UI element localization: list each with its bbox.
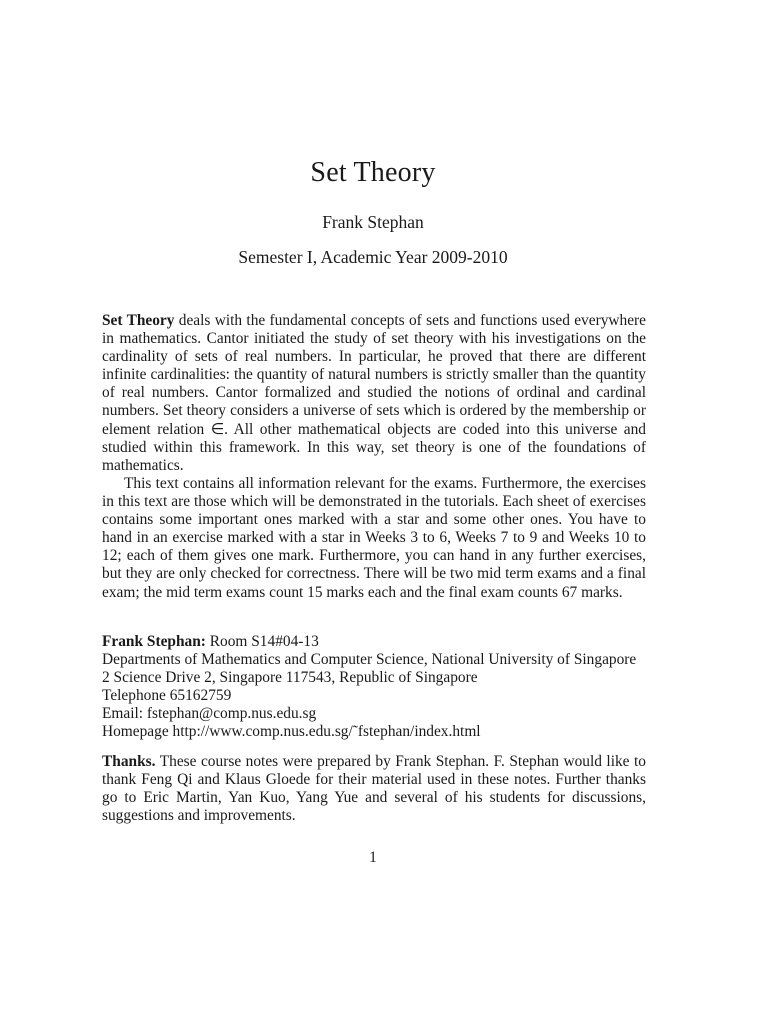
contact-room: Room S14#04-13 xyxy=(205,633,319,650)
intro-paragraph-1-text: deals with the fundamental concepts of sets and functions used everywhere in mathematics. Cantor initiated the study of set theory with his investigations on the cardinality of sets of real numbers. In particular, he proved that there are different infinite cardinalities: the quantity of natural numbers is strictly smaller than the quantity of real numbers. Cantor formalized and studied the notions of ordinal and cardinal numbers. Set theory considers a universe of sets which is ordered by the membership or element relation ∈. All other mathematical objects are coded into this universe and studied within this framework. In this way, set theory is one of the foundations of mathematics. xyxy=(102,312,646,474)
contact-email: Email: fstephan@comp.nus.edu.sg xyxy=(102,705,317,723)
page-number: 1 xyxy=(369,849,377,866)
thanks-paragraph xyxy=(102,753,646,825)
contact-department: Departments of Mathematics and Computer Science, National University of Singapore xyxy=(102,651,637,669)
contact-block xyxy=(102,633,646,742)
document-title: Set Theory xyxy=(310,157,436,188)
thanks-text: These course notes were prepared by Frank Stephan. F. Stephan would like to thank Feng Qi and Klaus Gloede for their material used in these notes. Further thanks go to Eric Martin, Yan Kuo, Yang Yue and several of his students for discussions, suggestions and improvements. xyxy=(102,753,646,825)
intro-lead-term: Set Theory xyxy=(102,312,175,329)
document-author: Frank Stephan xyxy=(322,212,424,232)
contact-name-line xyxy=(102,633,646,651)
document-semester: Semester I, Academic Year 2009-2010 xyxy=(238,247,508,267)
intro-paragraph-2: This text contains all information relevant for the exams. Furthermore, the exercises in this text are those which will be demonstrated in the tutorials. Each sheet of exercises contains some important ones marked with a star and some other ones. You have to hand in an exercise marked with a star in Weeks 3 to 6, Weeks 7 to 9 and Weeks 10 to 12; each of them gives one mark. Furthermore, you can hand in any further exercises, but they are only checked for correctness. There will be two mid term exams and a final exam; the mid term exams count 15 marks each and the final exam counts 67 marks. xyxy=(102,475,646,601)
contact-homepage: Homepage http://www.comp.nus.edu.sg/˜fstephan/index.html xyxy=(102,723,481,741)
intro-paragraph-1 xyxy=(102,312,646,475)
contact-telephone: Telephone 65162759 xyxy=(102,687,232,705)
thanks-label: Thanks. xyxy=(102,753,156,770)
contact-address: 2 Science Drive 2, Singapore 117543, Republic of Singapore xyxy=(102,669,478,687)
contact-name-label: Frank Stephan: xyxy=(102,633,206,650)
